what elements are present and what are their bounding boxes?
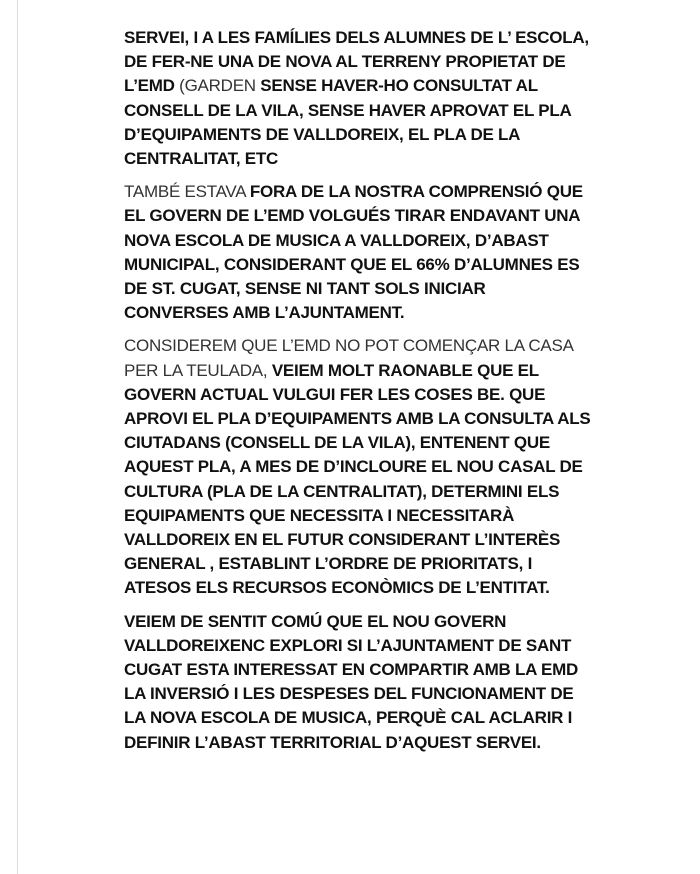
text-segment-bold: FORA DE LA NOSTRA COMPRENSIÓ QUE EL GOVERN DE L’EMD VOLGUÉS TIRAR ENDAVANT UNA NOVA ESCOLA DE MUSICA A VALLDOREIX, D’ABAST MUNICIPAL, CONSIDERANT QUE EL 66% D’ALUMNES ES DE ST. CUGAT, SENSE NI TANT SOLS INICIAR CONVERSES AMB L’AJUNTAMENT.: [124, 182, 583, 323]
paragraph-3: [124, 334, 594, 600]
text-segment-bold: SERVEI, I A LES FAMÍLIES DELS ALUMNES DE L’ ESCOLA, DE FER-NE UNA DE NOVA AL TERRENY PROPIETAT DE L’EMD: [124, 28, 589, 96]
text-segment-light: (GARDEN: [179, 76, 261, 96]
text-segment-bold: VEIEM MOLT RAONABLE QUE EL GOVERN ACTUAL VULGUI FER LES COSES BE. QUE APROVI EL PLA D’EQUIPAMENTS AMB LA CONSULTA ALS CIUTADANS (CONSELL DE LA VILA), ENTENENT QUE AQUEST PLA, A MES DE D’INCLOURE EL NOU CASAL DE CULTURA (PLA DE LA CENTRALITAT), DETERMINI ELS EQUIPAMENTS QUE NECESSITA I NECESSITARÀ VALLDOREIX EN EL FUTUR CONSIDERANT L’INTERÈS GENERAL , ESTABLINT L’ORDRE DE PRIORITATS, I ATESOS ELS RECURSOS ECONÒMICS DE L’ENTITAT.: [124, 360, 591, 598]
text-segment-bold: VEIEM DE SENTIT COMÚ QUE EL NOU GOVERN VALLDOREIXENC EXPLORI SI L’AJUNTAMENT DE SANT CUGAT ESTA INTERESSAT EN COMPARTIR AMB LA EMD LA INVERSIÓ I LES DESPESES DEL FUNCIONAMENT DE LA NOVA ESCOLA DE MUSICA, PERQUÈ CAL ACLARIR I DEFINIR L’ABAST TERRITORIAL D’AQUEST SERVEI.: [124, 611, 579, 752]
text-segment-bold: SENSE HAVER-HO CONSULTAT AL CONSELL DE LA VILA, SENSE HAVER APROVAT EL PLA D’EQUIPAMENTS DE VALLDOREIX, EL PLA DE LA CENTRALITAT, ETC: [124, 76, 571, 169]
text-segment-light: CONSIDEREM QUE L’EMD NO POT COMENÇAR LA CASA PER LA TEULADA,: [124, 336, 573, 380]
left-margin-rule: [17, 0, 18, 874]
paragraph-2: [124, 180, 594, 325]
paragraph-1: [124, 26, 594, 171]
paragraph-4: [124, 610, 594, 755]
document-body: [124, 26, 594, 764]
text-segment-light: TAMBÉ ESTAVA: [124, 182, 250, 202]
